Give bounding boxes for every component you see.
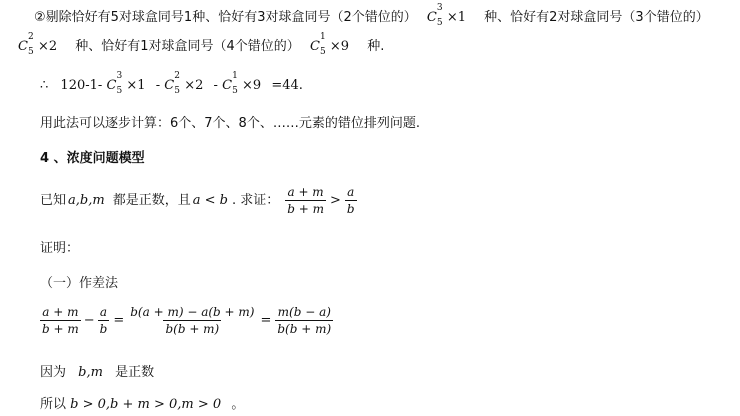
variables-abm: a,b,m	[68, 193, 105, 208]
equals-2: =	[260, 313, 272, 328]
fraction-1: $\frac{a + m}{b + m}$	[42, 305, 79, 336]
section-heading: 4 、浓度问题模型	[40, 151, 145, 166]
line2-text-a: 种、恰好有1对球盒同号（4个错位的）	[75, 39, 300, 54]
text-line-3	[40, 71, 303, 96]
text-line-6	[40, 186, 357, 215]
condition-a-lt-b: a < b	[192, 193, 228, 208]
therefore-symbol: ∴	[40, 78, 49, 93]
text-line-1	[34, 3, 709, 28]
line1-text-a: ②剔除恰好有5对球盒同号1种、恰好有3对球盒同号（2个错位的）	[34, 10, 417, 25]
proof-label: 证明：	[40, 241, 80, 256]
text-line-2	[18, 32, 385, 57]
combination-c53-b: C 3 5 ×1	[106, 71, 146, 96]
line6-text-b: 都是正数，且	[112, 193, 191, 208]
minus-sign: −	[83, 313, 95, 328]
variables-bm: b,m	[78, 365, 103, 380]
combination-c53: C 3 5 ×1	[426, 3, 467, 28]
greater-than: >	[329, 193, 341, 208]
line10-text-a: 因为	[40, 365, 67, 380]
line3-result: =44.	[271, 78, 303, 93]
combination-c52-b: C 2 5 ×2	[164, 71, 204, 96]
line6-text-a: 已知	[40, 193, 67, 208]
equation-difference	[40, 306, 333, 335]
text-line-4: 用此法可以逐步计算：6个、7个、8个、……元素的错位排列问题.	[40, 116, 420, 131]
line11-text-a: 所以	[40, 397, 67, 412]
line2-text-b: 种.	[367, 39, 385, 54]
method-label: （一）作差法	[40, 276, 119, 291]
line10-text-b: 是正数	[115, 365, 155, 380]
fraction-lhs: $\frac{a + m}{b + m}$	[287, 185, 324, 216]
line6-text-c: . 求证：	[231, 193, 280, 208]
text-line-10	[40, 366, 154, 379]
fraction-rhs: $\frac{a}{b}$	[346, 185, 355, 216]
line1-text-b: 种、恰好有2对球盒同号（3个错位的）	[484, 10, 709, 25]
fraction-3: $\frac{b(a + m) - a(b + m)}{b(b + m)}$	[130, 305, 255, 336]
minus-2: -	[213, 78, 218, 93]
positivity-expression: b > 0,b + m > 0,m > 0	[70, 397, 222, 412]
fraction-4: $\frac{m(b - a)}{b(b + m)}$	[277, 305, 332, 336]
fraction-2: $\frac{a}{b}$	[99, 305, 108, 336]
line11-text-b: 。	[231, 397, 245, 412]
combination-c51: C 1 5 ×9	[309, 32, 350, 57]
minus-1: -	[155, 78, 161, 93]
equals-1: =	[113, 313, 125, 328]
combination-c52: C 2 5 ×2	[18, 32, 58, 57]
combination-c51-b: C 1 5 ×9	[222, 71, 262, 96]
line3-text-a: 120-1-	[60, 78, 103, 93]
text-line-11	[40, 398, 244, 411]
